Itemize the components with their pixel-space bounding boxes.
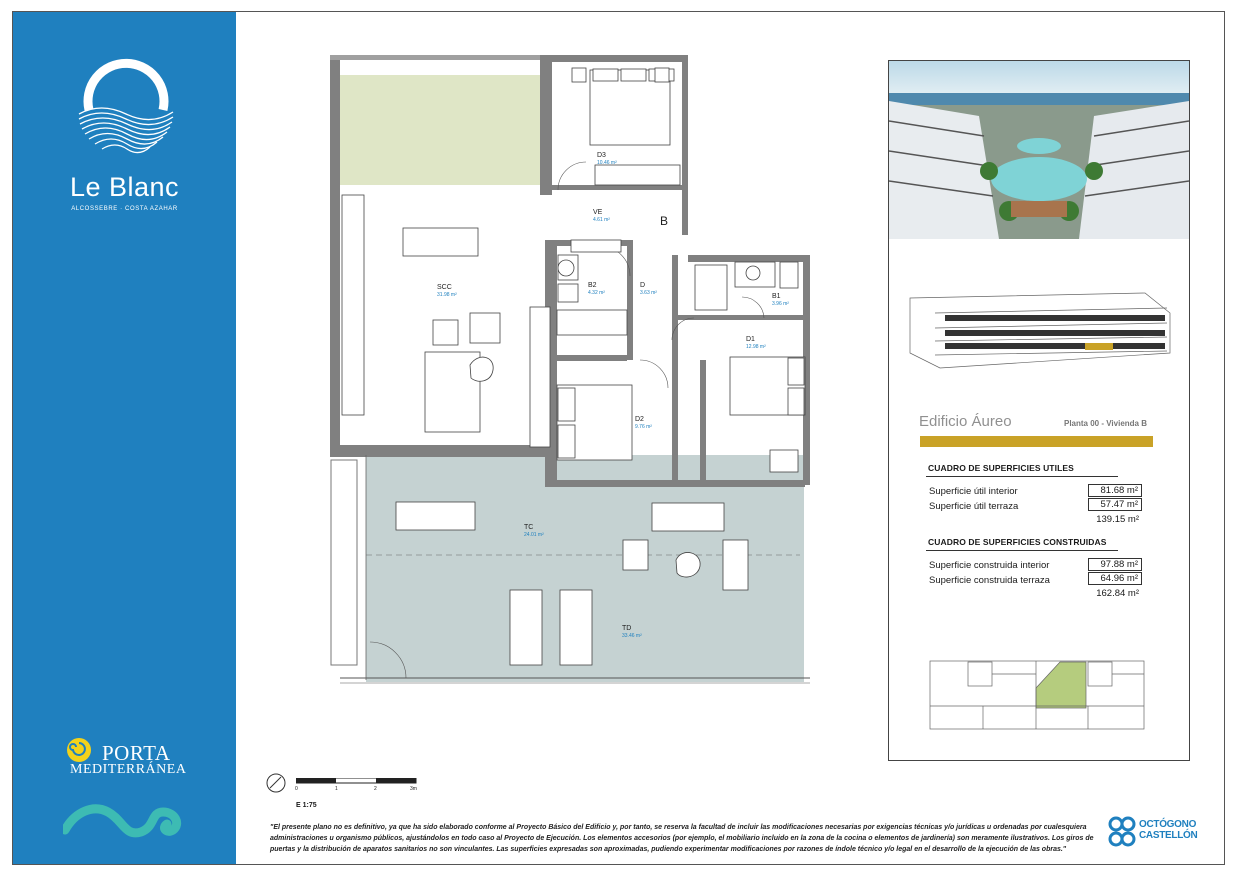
room-area-td: 33.46 m² (622, 633, 642, 639)
room-area-ve: 4.61 m² (593, 217, 610, 223)
useful-total-value: 139.15 m² (1096, 514, 1139, 525)
scale-tick-2: 2 (374, 786, 377, 792)
room-code-ve: VE (593, 209, 603, 216)
building-render-image (889, 61, 1189, 239)
room-code-d3: D3 (597, 152, 606, 159)
octogono-emblem-icon (1107, 815, 1137, 849)
room-area-d3: 10.46 m² (597, 160, 617, 166)
north-compass-icon (265, 772, 287, 794)
location-key-plan (928, 658, 1146, 730)
footer-logo-line1: OCTÓGONO (1139, 819, 1197, 830)
partner-line2: MEDITERRÁNEA (70, 762, 187, 777)
le-blanc-logo-icon (71, 52, 181, 167)
useful-table-rule (926, 476, 1118, 477)
useful-terrace-value: 57.47 m² (1088, 498, 1142, 511)
built-total-value: 162.84 m² (1096, 588, 1139, 599)
wave-icon (63, 782, 203, 842)
gold-divider (920, 436, 1153, 447)
room-code-tc: TC (524, 524, 534, 531)
partner-line1: PORTA (102, 741, 171, 765)
porta-mediterranea-logo (58, 732, 218, 842)
useful-interior-label: Superficie útil interior (929, 486, 1018, 497)
built-table-title: CUADRO DE SUPERFICIES CONSTRUIDAS (928, 537, 1107, 547)
room-area-b1: 3.96 m² (772, 301, 789, 307)
room-area-b2: 4.32 m² (588, 290, 605, 296)
disclaimer-text: "El presente plano no es definitivo, ya que ha sido elaborado conforme al Proyecto Básico del Edificio y, por tanto, se reserva la facultad de incluir las modificaciones necesarias por exigencias técnicas y/o jurídicas u ordenadas por cualesquiera administraciones u organismo públicos, ajustándolos en todo caso al Proyecto de Ejecución. Los elementos accesorios (por ejemplo, el mobiliario incluido en la zona de la cocina o elementos de jardinería) son meramente ilustrativos. Los giros de puertas y la distribución de aparatos sanitarios no son vinculantes. Las superficies expresadas son aproximadas, pudiendo experimentar modificaciones por razones de índole técnico y/o legal en el desarrollo de la ejecución de las obras." (270, 824, 1094, 853)
scale-bar (296, 778, 426, 786)
room-code-b1: B1 (772, 293, 781, 300)
scale-label: E 1:75 (296, 802, 317, 809)
built-interior-label: Superficie construida interior (929, 560, 1050, 571)
building-title: Edificio Áureo (919, 413, 1012, 430)
useful-interior-value: 81.68 m² (1088, 484, 1142, 497)
octogono-logo (1107, 815, 1197, 849)
brand-name: Le Blanc (69, 172, 180, 202)
room-code-d1: D1 (746, 336, 755, 343)
built-terrace-label: Superficie construida terraza (929, 575, 1050, 586)
built-interior-value: 97.88 m² (1088, 558, 1142, 571)
built-table-rule (926, 550, 1118, 551)
scale-tick-1: 1 (335, 786, 338, 792)
footer-logo-line2: CASTELLÓN (1139, 830, 1198, 841)
built-terrace-value: 64.96 m² (1088, 572, 1142, 585)
floor-plan (320, 52, 820, 692)
room-code-d2: D2 (635, 416, 644, 423)
room-code-td: TD (622, 625, 632, 632)
useful-table-title: CUADRO DE SUPERFICIES UTILES (928, 463, 1074, 473)
room-area-d1: 12.98 m² (746, 344, 766, 350)
room-code-scc: SCC (437, 284, 452, 291)
sun-swirl-icon (65, 736, 95, 764)
useful-terrace-label: Superficie útil terraza (929, 501, 1019, 512)
scale-tick-0: 0 (295, 786, 298, 792)
room-area-tc: 24.01 m² (524, 532, 544, 538)
scale-tick-3: 3m (410, 786, 417, 792)
room-code-b2: B2 (588, 282, 597, 289)
building-elevation-drawing (905, 283, 1175, 375)
room-code-d: D (640, 282, 646, 289)
room-area-scc: 31.98 m² (437, 292, 457, 298)
room-code-b: B (660, 214, 669, 228)
unit-label: Planta 00 - Vivienda B (1064, 419, 1147, 428)
room-area-d2: 9.76 m² (635, 424, 652, 430)
brand-sidebar (13, 12, 236, 864)
brand-subtitle: ALCOSSEBRE · COSTA AZAHAR (71, 206, 178, 212)
room-area-d: 3.63 m² (640, 290, 657, 296)
